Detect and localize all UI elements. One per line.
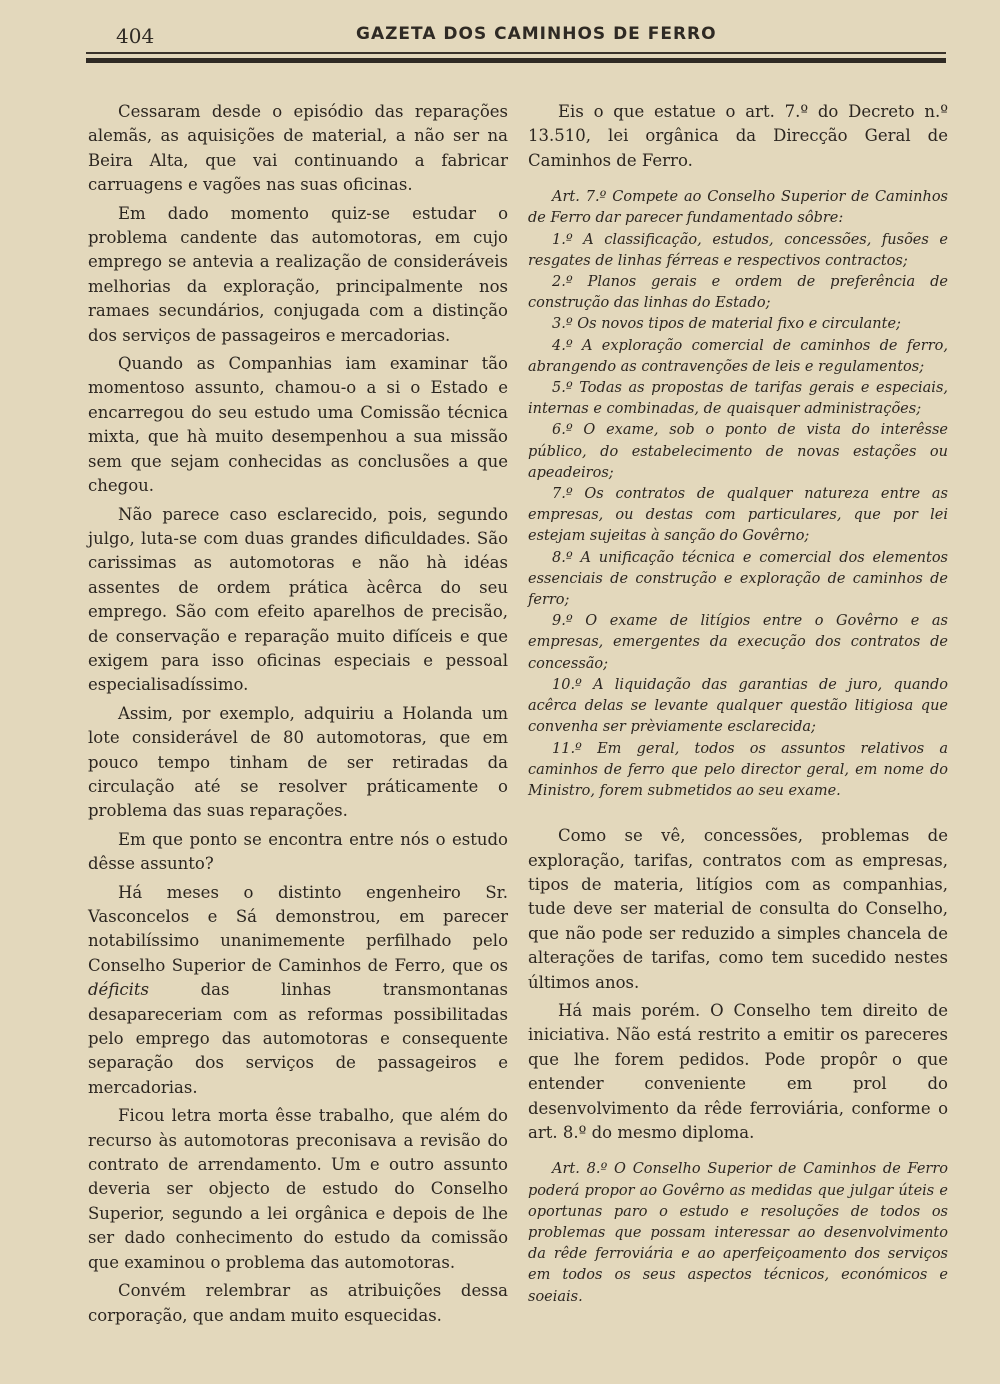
paragraph-text: das linhas transmontanas desapareceriam com as reformas possibilitadas pelo emprego das automotoras e consequente separação dos serviços de passageiros e mercadorias. bbox=[88, 980, 508, 1097]
intro-paragraph: Eis o que estatue o art. 7.º do Decreto n.º 13.510, lei orgânica da Direcção Geral de Caminhos de Ferro. bbox=[528, 102, 948, 170]
article-7-item: 10.º A liquidação das garantias de juro, quando acêrca delas se levante qualquer questão litigiosa que convenha ser prèviamente esclarecida; bbox=[528, 676, 948, 736]
paragraph-text: Há meses o distinto engenheiro Sr. Vasconcelos e Sá demonstrou, em parecer notabilíssimo unanimemente perfilhado pelo Conselho Superior de Caminhos de Ferro, que os bbox=[88, 882, 508, 975]
article-7-item: 1.º A classificação, estudos, concessões, fusões e resgates de linhas férreas e respectivos contractos; bbox=[528, 231, 948, 269]
header-rule-thick bbox=[86, 58, 946, 63]
paragraph: Como se vê, concessões, problemas de exploração, tarifas, contratos com as empresas, tipos de materia, litígios com as companhias, tude deve ser material de consulta do Conselho, que não pode ser reduzido a simples chancela de alterações de tarifas, como tem sucedido nestes últimos anos. bbox=[528, 826, 948, 992]
paragraph bbox=[88, 881, 508, 1101]
page-number: 404 bbox=[116, 24, 155, 48]
left-column bbox=[88, 100, 508, 1328]
paragraph: Assim, por exemplo, adquiriu a Holanda um lote considerável de 80 automotoras, que em pouco tempo tinham de ser retiradas da circulação até se resolver práticamente o problema das suas reparações. bbox=[88, 703, 508, 821]
paragraph: Não parece caso esclarecido, pois, segundo julgo, luta-se com duas grandes dificuldades. São carissimas as automotoras e não hà idéas assentes de ordem prática àcêrca do seu emprego. São com efeito aparelhos de precisão, de conservação e reparação muito difíceis e que exigem para isso oficinas especiais e pessoal especialisadíssimo. bbox=[88, 504, 508, 695]
article-7-item: 2.º Planos gerais e ordem de preferência de construção das linhas do Estado; bbox=[528, 274, 948, 312]
article-7-item: 9.º O exame de litígios entre o Govêrno e as empresas, emergentes da execução dos contratos de concessão; bbox=[528, 613, 948, 672]
article-7-item: 6.º O exame, sob o ponto de vista do interêsse público, do estabelecimento de novas estações ou apeadeiros; bbox=[528, 422, 948, 481]
article-8: Art. 8.º O Conselho Superior de Caminhos de Ferro poderá propor ao Govêrno as medidas que julgar úteis e oportunas paro o estudo e resoluções de todos os problemas que possam interessar ao desenvolvimento da rêde ferroviária e ao aperfeiçoamento dos serviços em todos os seus aspectos técnicos, económicos e soeiais. bbox=[528, 1161, 948, 1305]
right-column bbox=[528, 100, 948, 1308]
article-7-item: 11.º Em geral, todos os assuntos relativos a caminhos de ferro que pelo director geral, em nome do Ministro, forem submetidos ao seu exame. bbox=[528, 740, 948, 799]
article-7-item: 5.º Todas as propostas de tarifas gerais e especiais, internas e combinadas, de quaisquer administrações; bbox=[528, 380, 948, 418]
journal-title: GAZETA DOS CAMINHOS DE FERRO bbox=[356, 24, 717, 44]
header-rule-thin bbox=[86, 52, 946, 54]
article-7-item: 7.º Os contratos de qualquer natureza entre as empresas, ou destas com particulares, que por lei estejam sujeitas à sanção do Govêrno; bbox=[528, 486, 948, 545]
paragraph: Cessaram desde o episódio das reparações alemãs, as aquisições de material, a não ser na Beira Alta, que vai continuando a fabricar carruagens e vagões nas suas oficinas. bbox=[88, 102, 508, 195]
article-7-heading: Art. 7.º Compete ao Conselho Superior de Caminhos de Ferro dar parecer fundamentado sôbre: bbox=[528, 189, 948, 227]
article-7-item: 4.º A exploração comercial de caminhos de ferro, abrangendo as contravenções de leis e regulamentos; bbox=[528, 337, 948, 375]
article-7-item: 3.º Os novos tipos de material fixo e circulante; bbox=[552, 316, 901, 333]
page-header bbox=[86, 18, 946, 68]
paragraph: Em que ponto se encontra entre nós o estudo dêsse assunto? bbox=[88, 829, 508, 874]
italic-term: déficits bbox=[88, 980, 149, 1000]
paragraph: Convém relembrar as atribuições dessa corporação, que andam muito esquecidas. bbox=[88, 1281, 508, 1325]
paragraph: Quando as Companhias iam examinar tão momentoso assunto, chamou-o a si o Estado e encarregou do seu estudo uma Comissão técnica mixta, que hà muito desempenhou a sua missão sem que sejam conhecidas as conclusões a que chegou. bbox=[88, 354, 508, 496]
paragraph: Em dado momento quiz-se estudar o problema candente das automotoras, em cujo emprego se antevia a realização de consideráveis melhorias da exploração, principalmente nos ramaes secundários, conjugada com a distinção dos serviços de passageiros e mercadorias. bbox=[88, 203, 508, 345]
paragraph: Ficou letra morta êsse trabalho, que além do recurso às automotoras preconisava a revisão do contrato de arrendamento. Um e outro assunto deveria ser objecto de estudo do Conselho Superior, segundo a lei orgânica e depois de lhe ser dado conhecimento do estudo da comissão que examinou o problema das automotoras. bbox=[88, 1106, 508, 1272]
paragraph: Há mais porém. O Conselho tem direito de iniciativa. Não está restrito a emitir os pareceres que lhe forem pedidos. Pode propôr o que entender conveniente em prol do desenvolvimento da rêde ferroviária, conforme o art. 8.º do mesmo diploma. bbox=[528, 1000, 948, 1142]
article-7-item: 8.º A unificação técnica e comercial dos elementos essenciais de construção e exploração de caminhos de ferro; bbox=[528, 549, 948, 609]
